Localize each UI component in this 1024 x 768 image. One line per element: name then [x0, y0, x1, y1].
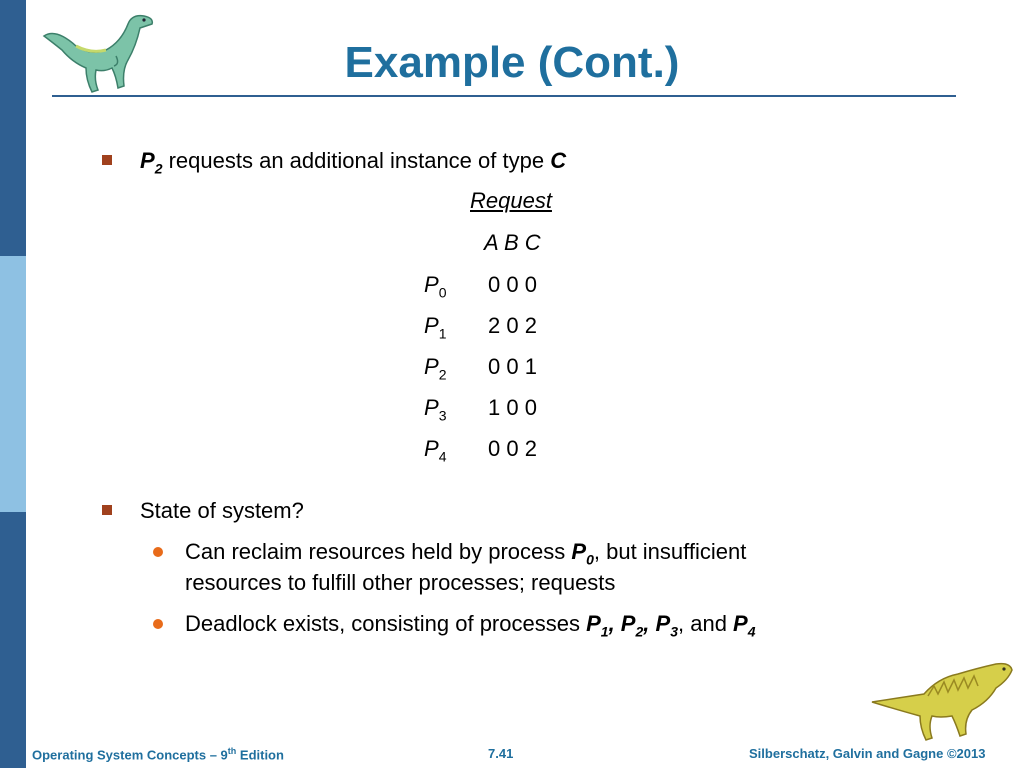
dinosaur-icon	[868, 658, 1016, 742]
separator: ,	[643, 611, 656, 636]
row-label-p4	[424, 436, 447, 465]
row-label-p3	[424, 395, 447, 424]
process-subscript: 3	[670, 623, 678, 640]
dot-bullet-icon	[153, 619, 163, 629]
row-letter: P	[424, 272, 439, 297]
process-subscript: 2	[154, 160, 163, 177]
row-values-p4: 0 0 2	[488, 436, 537, 461]
request-columns: A B C	[484, 230, 541, 255]
sidebar-band-middle	[0, 256, 26, 512]
process-label	[655, 611, 678, 640]
process-letter: P	[733, 611, 748, 636]
process-subscript: 4	[747, 623, 756, 640]
row-letter: P	[424, 395, 439, 420]
row-values-p0: 0 0 0	[488, 272, 537, 297]
sub-bullet-reclaim	[185, 539, 747, 568]
row-label-p2	[424, 354, 447, 383]
sub-bullet-text: , but insufficient	[593, 539, 747, 564]
row-label-p1	[424, 313, 447, 342]
footer-authors: Silberschatz, Galvin and Gagne ©2013	[749, 746, 986, 761]
row-subscript: 3	[438, 407, 447, 424]
process-letter: P	[140, 148, 155, 173]
sub-bullet-text: Can reclaim resources held by process	[185, 539, 572, 564]
sub-bullet-text: Deadlock exists, consisting of processes	[185, 611, 587, 636]
process-letter: P	[655, 611, 671, 636]
row-subscript: 4	[438, 448, 447, 465]
sub-bullet-deadlock	[185, 611, 756, 640]
title-divider	[52, 95, 956, 97]
request-heading: Request	[470, 188, 552, 213]
process-label	[571, 539, 594, 568]
footer-book-title	[32, 746, 284, 762]
footer-superscript: th	[227, 746, 237, 756]
slide-title: Example (Cont.)	[344, 38, 680, 87]
sub-bullet-reclaim-line2: resources to fulfill other processes; requests	[185, 570, 616, 595]
bullet-request-c	[140, 148, 567, 177]
row-subscript: 2	[438, 366, 447, 383]
process-subscript: 0	[586, 551, 594, 568]
row-subscript: 1	[438, 325, 447, 342]
process-letter: P	[571, 539, 587, 564]
row-values-p3: 1 0 0	[488, 395, 537, 420]
row-letter: P	[424, 354, 439, 379]
square-bullet-icon	[102, 155, 112, 165]
bullet-text: requests an additional instance of type	[162, 148, 551, 173]
separator: , and	[678, 611, 734, 636]
row-letter: P	[424, 436, 439, 461]
row-label-p0	[424, 272, 447, 301]
process-subscript: 1	[600, 623, 609, 640]
process-subscript: 2	[635, 623, 644, 640]
sidebar-band-bottom	[0, 512, 26, 768]
process-letter: P	[586, 611, 601, 636]
row-subscript: 0	[438, 284, 447, 301]
row-values-p2: 0 0 1	[488, 354, 537, 379]
process-label	[733, 611, 756, 640]
process-label	[586, 611, 609, 640]
process-label	[140, 148, 163, 177]
bullet-state-of-system: State of system?	[140, 498, 304, 523]
row-values-p1: 2 0 2	[488, 313, 537, 338]
process-label	[620, 611, 644, 640]
row-letter: P	[424, 313, 439, 338]
footer-text: Operating System Concepts – 9	[32, 747, 228, 763]
process-letter: P	[620, 611, 636, 636]
square-bullet-icon	[102, 505, 112, 515]
resource-type: C	[550, 148, 567, 173]
dot-bullet-icon	[153, 547, 163, 557]
footer-page-number: 7.41	[488, 746, 514, 761]
footer-text: Edition	[236, 747, 284, 763]
separator: ,	[608, 611, 621, 636]
